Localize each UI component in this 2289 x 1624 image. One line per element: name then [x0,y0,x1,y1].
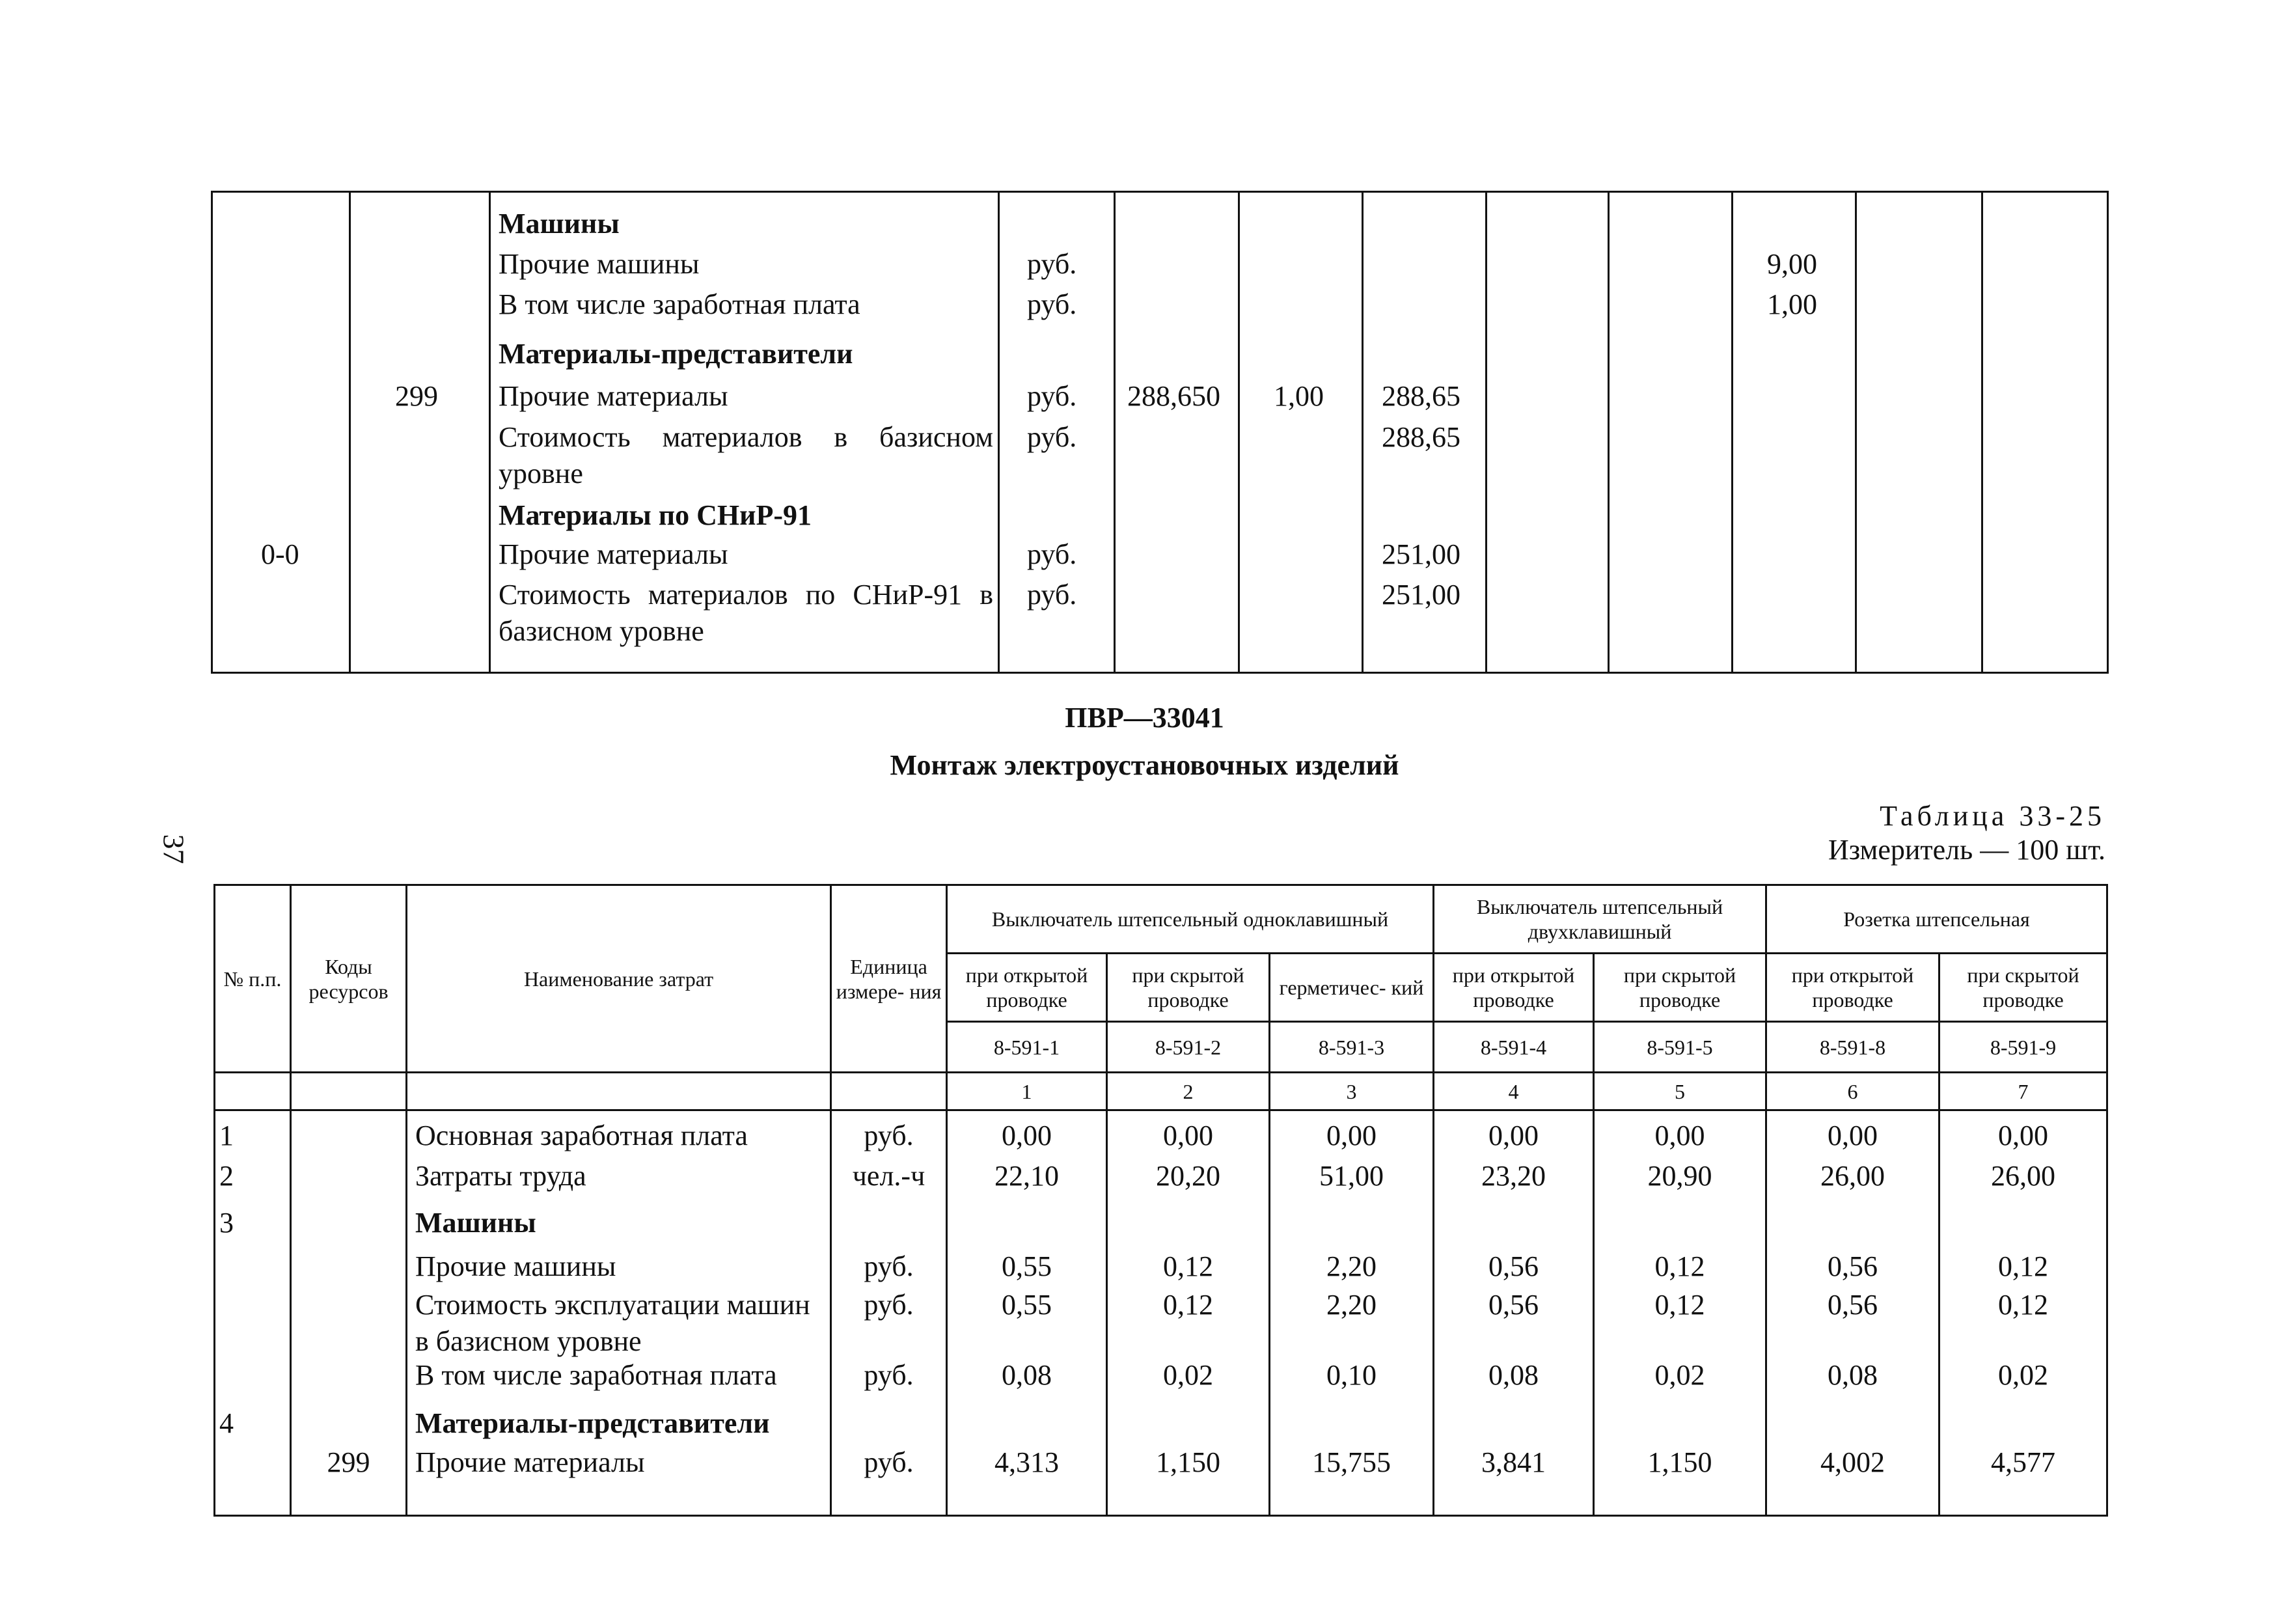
row-value: 26,00 [1820,1160,1885,1192]
header-index-blank [291,1073,407,1110]
top-row-2-unit: руб. [1027,288,1077,320]
row-name: В том числе заработная плата [415,1359,777,1391]
column-name [407,1110,831,1516]
section-title: Монтаж электроустановочных изделий [890,749,1399,781]
column-value-7 [1939,1110,2107,1516]
row-name: Машины [415,1207,536,1239]
row-value: 0,08 [1002,1359,1052,1391]
row-number: 2 [219,1160,234,1192]
header-index-3: 3 [1270,1073,1434,1110]
top-row-7-unit: руб. [1027,538,1077,570]
row-value: 20,90 [1647,1160,1712,1192]
row-value: 0,00 [1002,1120,1052,1151]
top-row-1-c6: 9,00 [1767,248,1817,280]
row-value: 0,55 [1002,1289,1052,1321]
row-value: 0,12 [1163,1250,1213,1282]
top-col-2 [1239,192,1363,673]
row-value: 51,00 [1319,1160,1384,1192]
row-value: 0,00 [1828,1120,1878,1151]
header-code-6: 8-591-8 [1766,1022,1939,1073]
row-value: 0,00 [1654,1120,1705,1151]
row-value: 0,56 [1488,1289,1539,1321]
row-value: 0,56 [1828,1250,1878,1282]
row-value: 1,150 [1156,1446,1220,1478]
row-number: 4 [219,1407,234,1439]
row-value: 0,12 [1654,1289,1705,1321]
header-sub-1: при открытой проводке [947,954,1107,1022]
row-value: 0,02 [1998,1359,2049,1391]
section-code: ПВР—33041 [1065,702,1224,734]
top-row-8-unit: руб. [1027,579,1077,611]
row-name: Стоимость эксплуатации машин в базисном уровне [415,1289,810,1357]
header-sub-7: при скрытой проводке [1939,954,2107,1022]
header-index-2: 2 [1107,1073,1270,1110]
row-value: 4,577 [1991,1446,2056,1478]
header-sub-5: при скрытой проводке [1594,954,1766,1022]
row-value: 0,08 [1828,1359,1878,1391]
row-value: 22,10 [994,1160,1059,1192]
row-number: 3 [219,1207,234,1239]
row-code: 299 [327,1446,370,1478]
header-group-double-key-switch: Выключатель штепсельный двухклавишный [1434,885,1766,954]
header-code-2: 8-591-2 [1107,1022,1270,1073]
row-value: 4,002 [1820,1446,1885,1478]
top-row-7-c3: 251,00 [1382,538,1460,570]
column-value-1 [947,1110,1107,1516]
header-index-7: 7 [1939,1073,2107,1110]
header-codes: Коды ресурсов [291,885,407,1073]
row-value: 20,20 [1156,1160,1220,1192]
top-col-8 [1982,192,2108,673]
header-index-blank [215,1073,291,1110]
row-number: 1 [219,1120,234,1151]
top-row-1-unit: руб. [1027,248,1077,280]
header-code-3: 8-591-3 [1270,1022,1434,1073]
header-index-1: 1 [947,1073,1107,1110]
row-value: 26,00 [1991,1160,2056,1192]
top-row-3-name: Материалы-представители [499,338,853,370]
top-row-8-name: Стоимость материалов по СНиР-91 в базисном уровне [499,579,993,647]
row-value: 0,00 [1163,1120,1213,1151]
column-value-5 [1594,1110,1766,1516]
row-unit: руб. [864,1250,914,1282]
header-unit: Единица измере- ния [831,885,947,1073]
top-row-5-c3: 288,65 [1382,421,1460,453]
row-value: 0,56 [1488,1250,1539,1282]
row-value: 0,00 [1998,1120,2049,1151]
measure-unit: Измеритель — 100 шт. [1828,834,2105,866]
row-value: 0,12 [1998,1289,2049,1321]
row-name: Затраты труда [415,1160,586,1192]
row-value: 0,12 [1998,1250,2049,1282]
top-row-1-name: Прочие машины [499,248,700,280]
row-value: 0,02 [1654,1359,1705,1391]
header-sub-6: при открытой проводке [1766,954,1939,1022]
top-row-8-c3: 251,00 [1382,579,1460,611]
header-code-7: 8-591-9 [1939,1022,2107,1073]
row-value: 0,00 [1488,1120,1539,1151]
top-col-4 [1487,192,1609,673]
row-value: 2,20 [1326,1289,1377,1321]
row-name: Прочие машины [415,1250,616,1282]
top-row-5-unit: руб. [1027,421,1077,453]
header-sub-2: при скрытой проводке [1107,954,1270,1022]
row-unit: руб. [864,1446,914,1478]
header-index-blank [407,1073,831,1110]
column-value-6 [1766,1110,1939,1516]
column-value-3 [1270,1110,1434,1516]
top-row-6-name: Материалы по СНиР-91 [499,499,812,531]
row-unit: руб. [864,1359,914,1391]
top-row-4-name: Прочие материалы [499,380,728,412]
column-value-2 [1107,1110,1270,1516]
top-row-7-name: Прочие материалы [499,538,728,570]
row-value: 0,12 [1163,1289,1213,1321]
header-index-blank [831,1073,947,1110]
header-group-single-key-switch: Выключатель штепсельный одноклавишный [947,885,1434,954]
top-col-unit [999,192,1115,673]
row-value: 15,755 [1312,1446,1391,1478]
row-value: 0,08 [1488,1359,1539,1391]
row-unit: чел.-ч [852,1160,925,1192]
top-row-4-unit: руб. [1027,380,1077,412]
row-value: 1,150 [1647,1446,1712,1478]
row-name: Прочие материалы [415,1446,645,1478]
row-value: 0,55 [1002,1250,1052,1282]
top-code-res: 299 [395,380,438,412]
top-col-code-left [212,192,350,673]
row-value: 23,20 [1481,1160,1546,1192]
top-col-7 [1856,192,1982,673]
row-value: 3,841 [1481,1446,1546,1478]
top-col-1 [1115,192,1239,673]
top-col-code-res [350,192,490,673]
column-no [215,1110,291,1516]
header-code-5: 8-591-5 [1594,1022,1766,1073]
column-codes [291,1110,407,1516]
row-unit: руб. [864,1120,914,1151]
header-index-6: 6 [1766,1073,1939,1110]
column-value-4 [1434,1110,1594,1516]
row-value: 0,12 [1654,1250,1705,1282]
header-index-4: 4 [1434,1073,1594,1110]
row-value: 4,313 [994,1446,1059,1478]
header-sub-3: герметичес- кий [1270,954,1434,1022]
top-row-2-name: В том числе заработная плата [499,288,860,320]
continuation-table [211,191,2109,674]
row-name: Материалы-представители [415,1407,770,1439]
top-row-4-c1: 288,650 [1127,380,1220,412]
page-number: 37 [157,834,191,864]
header-code-4: 8-591-4 [1434,1022,1594,1073]
table-number: Таблица 33-25 [1880,800,2105,832]
row-value: 0,02 [1163,1359,1213,1391]
top-row-2-c6: 1,00 [1767,288,1817,320]
top-col-5 [1609,192,1733,673]
header-name: Наименование затрат [407,885,831,1073]
top-row-0-name: Машины [499,208,620,240]
header-no: № п.п. [215,885,291,1073]
top-row-4-c2: 1,00 [1274,380,1324,412]
row-value: 0,00 [1326,1120,1377,1151]
header-index-5: 5 [1594,1073,1766,1110]
row-unit: руб. [864,1289,914,1321]
top-row-5-name: Стоимость материалов в базисном уровне [499,421,993,489]
column-unit [831,1110,947,1516]
header-sub-4: при открытой проводке [1434,954,1594,1022]
top-col-6 [1733,192,1856,673]
header-code-1: 8-591-1 [947,1022,1107,1073]
header-group-socket: Розетка штепсельная [1766,885,2107,954]
top-code-left: 0-0 [261,538,299,570]
row-name: Основная заработная плата [415,1120,748,1151]
top-row-4-c3: 288,65 [1382,380,1460,412]
row-value: 2,20 [1326,1250,1377,1282]
resource-table [213,884,2108,1517]
top-col-3 [1363,192,1487,673]
top-col-name [490,192,999,673]
row-value: 0,10 [1326,1359,1377,1391]
row-value: 0,56 [1828,1289,1878,1321]
